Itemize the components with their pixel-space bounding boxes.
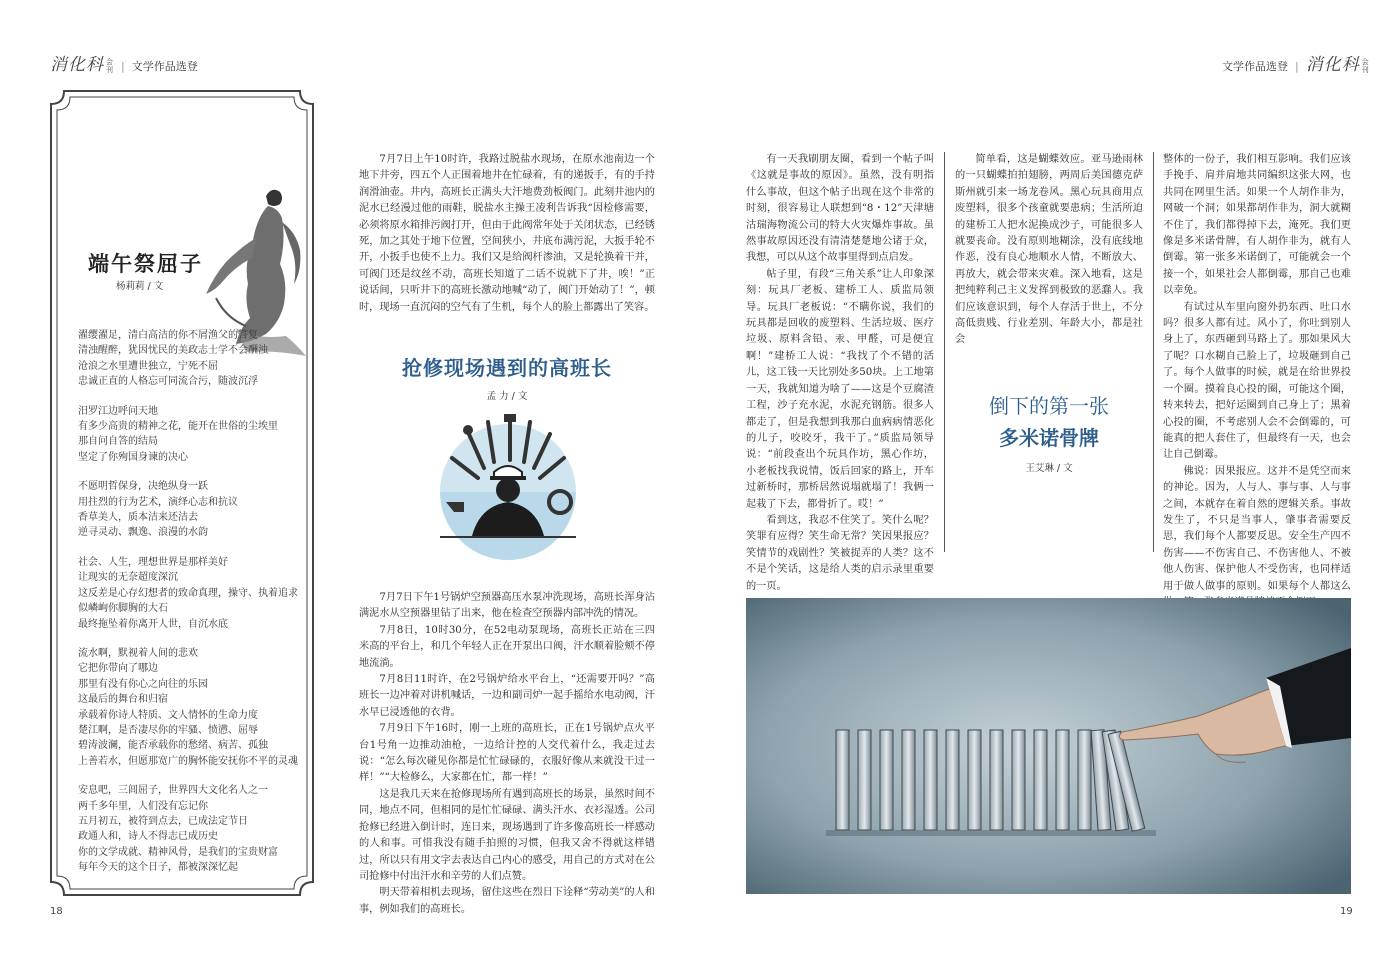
paragraph: 帖子里，有段“三角关系”让人印象深刻：玩具厂老板、建桥工人、质监局领导。玩具厂老板说：“不瞒你说，我们的玩具都是回收的废塑料、生活垃圾、医疗垃圾、原料含铅、汞、甲醛，可是便宜啊！”建桥工人说：“我找了个不错的活儿，这工钱一天比别处多50块。上工地第一天，我就知道为啥了——这是个豆腐渣工程，沙子充水泥，水泥充钢筋。很多人都走了，但是我想到我那白血病病情恶化的儿子，咬咬牙，我干了。”质监局领导说：“前段查出个玩具作坊，黑心作坊，小老板找我说情，饭后回家的路上，开车过新桥时，那桥居然说塌就塌了！我俩一起栽了下去，都骨折了。哎！” [746,268,934,510]
poem-line: 不愿明哲保身，决绝纵身一跃 [78,481,208,493]
poem-line: 碧涛波澜，能否承载你的愁绪、病苦、孤独 [78,740,268,752]
poem-line: 社会、人生，理想世界是那样美好 [78,556,228,568]
poem-line: 最终拖坠着你离开人世，自沉水底 [78,618,228,630]
poem-line: 流水啊，默视着人间的悲欢 [78,647,198,659]
article-bottom-paragraphs [359,590,655,918]
poem-line: 香草美人，质本洁来还洁去 [78,512,198,524]
section-label: 文学作品选登 [1222,60,1288,73]
poem-line: 楚江啊，是否凄尽你的牢骚、愤懑、屈辱 [78,724,258,736]
paragraph: 7月8日，10时30分，在52电动泵现场，高班长正站在三四米高的平台上，和几个年轻人正在开泵出口阀，汗水顺着脸颊不停地流淌。 [359,624,655,669]
poem-line: 逆寻灵动、飘逸、浪漫的水韵 [78,527,208,539]
article-intro-paragraph: 7月7日上午10时许，我路过脱盐水现场，在原水池南边一个地下井旁，四五个人正围着地井在忙碌着，有的递扳手，有的手持润滑油壶。井内，高班长正满头大汗地费劲板阀门。此刻井池内的泥水已经漫过他的雨鞋，脱盐水主操王凌利告诉我“因检修需要，必须将原水箱排污阀打开，但由于此阀常年处于关闭状态，已经锈死，加之其处于地下位置，空间狭小，井底布满污泥，大扳手轮不开，小扳手也使不上力。我们又是给阀杆渗油，又是轮换着干并，可阀门还是纹丝不动，高班长知道了二话不说就下了井，唉！”正说话间，只听井下的高班长激动地喊“动了，阀门开始动了！”，顿时，现场一直沉闷的空气有了生机，每个人的脸上都露出了笑容。 [359,154,655,313]
poem-author: 杨莉莉 / 文 [116,281,164,292]
poem-stanza [78,783,310,875]
article-title: 抢修现场遇到的高班长 [402,356,612,380]
poem-line: 安息吧，三闾屈子，世界四大文化名人之一 [78,785,268,797]
paragraph: 有一天我刷朋友圈，看到一个帖子叫《这就是事故的原因》。虽然，没有明指什么事故，但这个帖子出现在这个非常的时刻，很容易让人联想到“8・12”天津塘沽瑞海物流公司的特大火灾爆炸事故。虽然事故原因还没有清清楚楚地公诸于众，我想，可以从这个故事里得到点启发。 [746,154,934,264]
article-column-2 [955,152,1143,349]
poem-line: 上善若水，但愿那宽广的胸怀能安抚你不平的灵魂 [78,755,298,767]
paragraph: 整体的一份子，我们相互影响。我们应该手挽手、肩并肩地共同编织这张大网，也共同在网里生活。如果一个人胡作非为，网破一个洞；如果都胡作非为，洞大就糊不住了，我们都得掉下去，淹死。我们更像是多米诺骨牌，有人胡作非为，就有人倒霉。第一张多米诺倒了，可能就会一个接一个，如果社会人都倒霉，那自己也难以幸免。 [1163,154,1351,297]
left-header: 消化科 会刊 | 文学作品选登 [50,55,198,75]
article-author: 王艾琳 / 文 [1025,463,1073,474]
poem-line: 它把你带向了哪边 [78,663,158,675]
magazine-logo: 消化科 会刊 [50,55,114,75]
poem-line: 承载着你诗人特质、文人情怀的生命力度 [78,709,258,721]
poem-stanza [78,328,310,390]
paragraph: 7月9日下午16时，刚一上班的高班长，正在1号锅炉点火平台1号角一边推动油枪，一边给计控的人交代着什么，我走过去说：“怎么每次碰见你都是忙忙碌碌的，衣服好像从来就没干过一样！”“大检修么，大家都在忙，都一样！” [359,723,655,784]
poem-line: 沧浪之水里遭世独立，宁死不屈 [78,360,218,372]
article-column-1 [746,152,934,595]
article-title-line2: 多米诺骨牌 [999,426,1099,450]
poem-line: 你的文学成就、精神风骨，是我们的宝贵财富 [78,846,278,858]
page-number-right: 19 [1340,906,1353,917]
poem-stanza [78,404,310,466]
poem-line: 似嶙峋你脚胸的大石 [78,603,168,615]
poem-line: 两千多年里，人们没有忘记你 [78,800,208,812]
poem-line: 用拄烈的行为艺术，演绎心志和抗议 [78,496,238,508]
domino-photo [746,598,1351,894]
magazine-logo: 消化科 会刊 [1305,55,1370,75]
paragraph: 7月7日下午1号锅炉空预器高压水泵冲洗现场，高班长浑身沾满泥水从空预器里钻了出来，他在检查空预器内部冲洗的情况。 [359,592,655,620]
column-divider [944,152,945,552]
article-author: 孟 力 / 文 [486,391,528,402]
poem-line: 汨罗江边呼问天地 [78,405,158,417]
poem-line: 清浊醒醉，犹因忧民的美政志士学不会酬浊 [78,345,268,357]
paragraph: 有试过从车里向窗外扔东西、吐口水吗？很多人都有过。风小了，你吐到别人身上了，东西砸到马路上了。那如果风大了呢？口水糊自己脸上了，垃圾砸到自己了。每个人做事的时候，就是在给世界投一个圈。摸着良心投的圈，可能这个圈，转来转去，把好运圈到自己身上了；黑着心投的圈，不考虑别人会不会倒霉的，可能真的把人套住了，但最终有一天，也会让自己倒霉。 [1163,301,1351,461]
poem-line: 政通人和，诗人不得志已成历史 [78,831,218,843]
paragraph: 简单看，这是蝴蝶效应。亚马逊雨林的一只蝴蝶拍拍翅膀，两周后美国德克萨斯州就引来一场龙卷风。黑心玩具商用点废塑料，很多个孩童就要患病；生活所迫的建桥工人把水泥换成沙子，可能很多人就要丧命。没有原则地糊涂，没有底线地作恶，没有良心地顺水人情，不断放大、再放大，就会带来灾难。深入地看，这是把纯粹利己主义发挥到极致的恶蠢人。我们应该意识到，每个人存活于世上，不分高低贵贱、行业差别、年龄大小，都是社会 [955,154,1143,346]
poem-line: 这最后的舞台和归宿 [78,694,168,706]
poem-line: 忠诚正直的人格忘可同流合污，随波沉浮 [78,376,258,388]
poem-line: 每年今天的这个日子，都被深深忆起 [78,862,238,874]
paragraph: 7月8日11时许，在2号锅炉给水平台上，“还需要开吗？”高班长一边冲着对讲机喊话，一边和副司炉一起手摇给水电动阀，汗水早已浸透他的衣背。 [359,674,655,718]
column-divider [1153,152,1154,552]
poem-line: 那里有没有你心之向往的乐园 [78,678,208,690]
poem-stanza [78,646,310,769]
paragraph: 明天带着相机去现场，留住这些在烈日下诠释“劳动美”的人和事，例如我们的高班长。 [359,887,655,915]
poem-stanza [78,555,310,632]
poem-line: 那自问自答的结局 [78,436,158,448]
poem-line: 五月初五，被符到点去，已成法定节日 [78,815,248,827]
right-header: 文学作品选登 | 消化科 会刊 [1222,55,1370,75]
worker-tools-illustration [438,412,578,562]
poem-line: 让现实的无奈超度深沉 [78,572,178,584]
article-title-line1: 倒下的第一张 [989,394,1109,418]
poem-body [78,328,310,890]
section-label: 文学作品选登 [131,60,198,73]
article-column-3 [1163,152,1351,611]
paragraph: 佛说：因果报应。这并不是凭空而来的神论。因为，人与人、事与事、人与事之间，本就存在着自然的逻辑关系。事故发生了，不只是当事人，肇事者需要反思，我们每个人都要反思。安全生产四不伤害——不伤害自己、不伤害他人、不被他人伤害、保护他人不受伤害，也同样适用于做人做事的原则。如果每个人都这么 [1163,465,1351,592]
page-number-left: 18 [50,906,63,917]
poem-line: 有多少高贵的精神之花，能开在世俗的尘埃里 [78,421,278,433]
poem-title: 端午祭屈子 [88,251,203,276]
poem-line: 这反差是心存幻想者的致命真理，操守、执着追求 [78,587,298,599]
poem-stanza [78,479,310,541]
poem-line: 坚定了你殉国身谏的决心 [78,451,188,463]
paragraph: 这是我几天来在抢修现场所有遇到高班长的场景，虽然时间不同，地点不同，但相同的是忙忙碌碌、满头汗水、衣衫湿透。公司抢修已经进入倒计时，连日来，现场遇到了许多像高班长一样感动的人和事。可惜我没有随手拍照的习惯，但我又舍不得就这样错过，所以只有用文字去表达自己内心的感受，用自己的方式对在公司抢修中付出汗水和辛劳的人们点赞。 [359,788,655,882]
paragraph: 看到这，我忍不住笑了。笑什么呢？笑罪有应得？笑生命无常？笑因果报应？笑情节的戏剧性？笑被捉弄的人类？这不不是个笑话，这是给人类的启示录里重要的一页。 [746,514,934,592]
poem-line: 濯缨濯足，清白高洁的你不屑渔父的答复 [78,330,258,341]
